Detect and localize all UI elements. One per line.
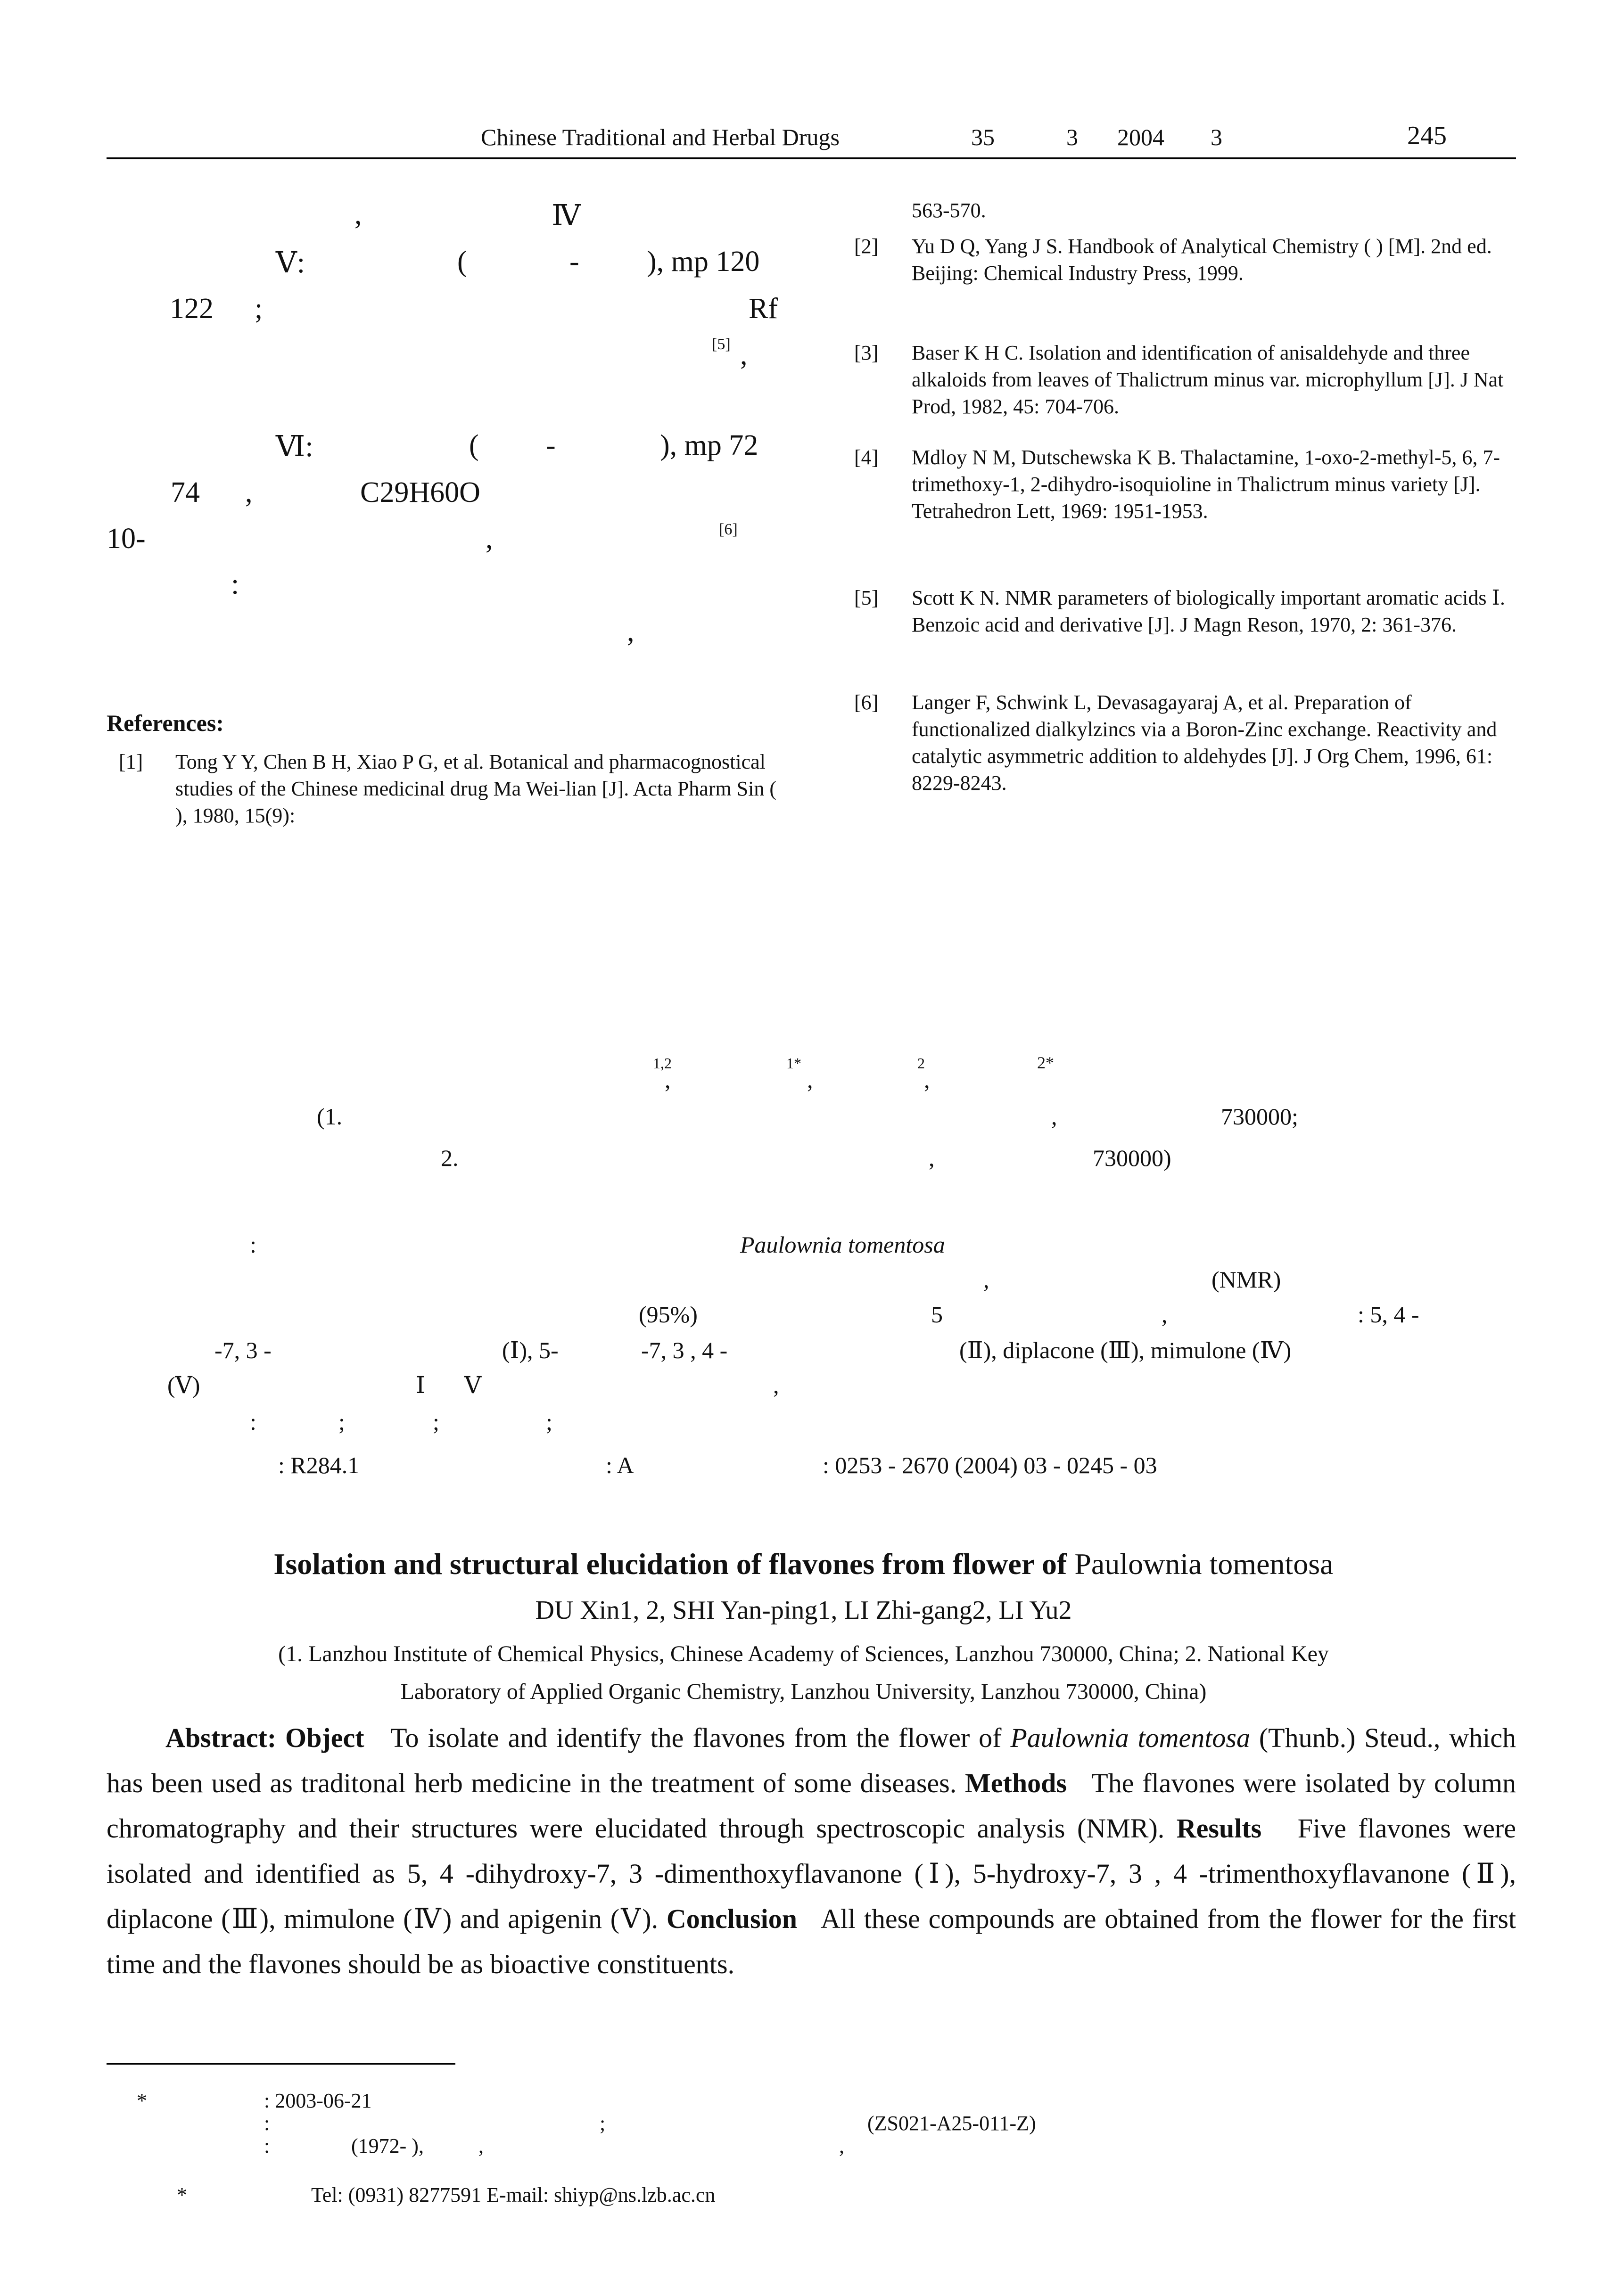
- reference-item: [854, 339, 1516, 424]
- abstract-label-colon: :: [250, 1231, 256, 1258]
- text-fragment: -: [569, 246, 579, 278]
- results-text: Five flavones were isolated and identified as 5, 4 -dihydroxy-7, 3 -dimenthoxyflavanone (Ⅰ), 5-hydroxy-7, 3 , 4 -trimenthoxyflavanone (Ⅱ), diplacone (Ⅲ), mimulone (Ⅳ) and apigenin (Ⅴ).: [107, 1813, 1516, 1934]
- object-species: Paulownia tomentosa: [1010, 1722, 1250, 1753]
- reference-number: [2]: [854, 235, 879, 258]
- affiliation-fragment: ,: [1051, 1103, 1057, 1130]
- text-fragment: :: [231, 568, 239, 600]
- reference-item: [854, 233, 1516, 318]
- conclusion-text: All these compounds are obtained from the flower for the first time and the flavones should be as bioactive constituents.: [107, 1903, 1516, 1979]
- object-text-2: (Thunb.) Steud., which has been used as traditonal herb medicine in the treatment of some diseases.: [107, 1722, 1516, 1798]
- footnote-rule: [107, 2063, 455, 2065]
- reference-item: [119, 748, 788, 861]
- text-fragment: (NMR): [1211, 1266, 1281, 1293]
- text-fragment: ,: [807, 1066, 813, 1093]
- text-fragment: ,: [1162, 1301, 1168, 1328]
- text-fragment: ,: [740, 339, 748, 371]
- reference-number: [1]: [119, 750, 143, 773]
- text-fragment: ,: [983, 1266, 989, 1293]
- reference-number: [5]: [854, 586, 879, 609]
- text-fragment: Ⅰ: [416, 1372, 425, 1398]
- text-fragment: (Ⅰ), 5-: [502, 1337, 559, 1363]
- text-fragment: 10-: [107, 523, 146, 555]
- author-superscript: 1,2: [653, 1055, 672, 1072]
- text-fragment: ;: [546, 1409, 552, 1435]
- formula: C29H60O: [360, 476, 480, 508]
- received-date: : 2003-06-21: [264, 2089, 372, 2112]
- text-fragment: ,: [627, 615, 635, 648]
- citation-mark: [6]: [719, 521, 738, 538]
- reference-text: Baser K H C. Isolation and identification of anisaldehyde and three alkaloids from leaves of Thalictrum minus var. microphyllum [J]. J Nat Prod, 1982, 45: 704-706.: [912, 341, 1504, 418]
- volume-number: 35: [971, 124, 995, 150]
- affiliation-fragment: 2.: [441, 1145, 459, 1171]
- object-text: To isolate and identify the flavones from the flower of: [390, 1722, 1002, 1753]
- page-number: 245: [1407, 121, 1447, 150]
- text-fragment: ,: [354, 198, 362, 230]
- bio-colon: :: [264, 2134, 270, 2157]
- reference-text: Tong Y Y, Chen B H, Xiao P G, et al. Botanical and pharmacognostical studies of the Chinese medicinal drug Ma Wei-lian [J]. Acta Pharm Sin ( ), 1980, 15(9):: [175, 750, 777, 827]
- affiliation-fragment: (1.: [317, 1103, 343, 1130]
- text-fragment: (Ⅱ), diplacone (Ⅲ), mimulone (Ⅳ): [959, 1337, 1292, 1363]
- methods-text: The flavones were isolated by column chromatography and their structures were elucidated through spectroscopic analysis (NMR).: [107, 1768, 1516, 1844]
- text-fragment: ,: [478, 2134, 484, 2157]
- reference-text: Mdloy N M, Dutschewska K B. Thalactamine, 1-oxo-2-methyl-5, 6, 7-trimethoxy-1, 2-dihydro-isoquioline in Thalictrum minus variety [J]. Tetrahedron Lett, 1969: 1951-1953.: [912, 446, 1500, 523]
- references-heading: References:: [107, 710, 224, 736]
- reference-text: Scott K N. NMR parameters of biologically important aromatic acids Ⅰ. Benzoic acid and derivative [J]. J Magn Reson, 1970, 2: 361-376.: [912, 586, 1505, 636]
- affiliation-fragment: ,: [929, 1145, 935, 1171]
- affiliation-fragment: 730000): [1093, 1145, 1171, 1171]
- text-fragment: (: [469, 429, 479, 461]
- text-fragment: ;: [433, 1409, 439, 1435]
- clc-number: : R284.1: [278, 1452, 360, 1478]
- abstract-label: Abstract:: [165, 1722, 277, 1753]
- text-fragment: ,: [773, 1372, 779, 1398]
- author-superscript: 2*: [1037, 1053, 1054, 1072]
- bio-year: (1972- ),: [351, 2134, 424, 2157]
- object-label: Object: [285, 1722, 364, 1753]
- english-abstract: [107, 1715, 1516, 1987]
- text-fragment: ,: [839, 2134, 844, 2157]
- reference-number: [6]: [854, 691, 879, 714]
- reference-number: [3]: [854, 341, 879, 364]
- reference-item: [854, 444, 1516, 557]
- results-label: Results: [1176, 1813, 1262, 1844]
- text-fragment: (: [457, 246, 467, 278]
- conclusion-label: Conclusion: [666, 1903, 798, 1934]
- text-fragment: -7, 3 -: [214, 1337, 272, 1363]
- author-superscript: 1*: [786, 1055, 801, 1072]
- text-fragment: Rf: [749, 293, 778, 325]
- text-fragment: 74: [171, 476, 200, 508]
- species-name: [740, 1231, 945, 1258]
- text-fragment: (95%): [639, 1301, 698, 1328]
- text-fragment: ,: [924, 1066, 930, 1093]
- reference-number: [4]: [854, 446, 879, 469]
- fund-separator: ;: [600, 2112, 606, 2135]
- english-title: [0, 1547, 1607, 1582]
- footnote-star: *: [137, 2089, 147, 2112]
- species-name-text: Paulownia tomentosa: [740, 1231, 945, 1258]
- text-fragment: Ⅵ:: [276, 431, 313, 463]
- reference-item: [854, 584, 1516, 669]
- citation-mark: [5]: [712, 336, 731, 353]
- methods-label: Methods: [965, 1768, 1067, 1798]
- text-fragment: 122: [170, 293, 214, 325]
- issue-number: 3: [1066, 124, 1078, 150]
- text-fragment: ,: [245, 476, 253, 508]
- fund-code: (ZS021-A25-011-Z): [867, 2112, 1036, 2135]
- journal-name: Chinese Traditional and Herbal Drugs: [481, 124, 840, 150]
- text-fragment: Ⅴ:: [276, 247, 305, 279]
- article-id: : 0253 - 2670 (2004) 03 - 0245 - 03: [823, 1452, 1157, 1478]
- document-code: : A: [606, 1452, 634, 1478]
- reference-text: Yu D Q, Yang J S. Handbook of Analytical Chemistry ( ) [M]. 2nd ed. Beijing: Chemical Industry Press, 1999.: [912, 235, 1492, 285]
- english-affiliation-line1: (1. Lanzhou Institute of Chemical Physics, Chinese Academy of Sciences, Lanzhou 730000, China; 2. National Key: [278, 1641, 1329, 1666]
- english-authors: DU Xin1, 2, SHI Yan-ping1, LI Zhi-gang2, LI Yu2: [535, 1596, 1072, 1625]
- english-title-species: Paulownia tomentosa: [1074, 1547, 1334, 1581]
- reference-item: [854, 689, 1516, 802]
- text-fragment: : 5, 4 -: [1358, 1301, 1419, 1328]
- year: 2004: [1117, 124, 1164, 150]
- text-fragment: 5: [931, 1301, 943, 1328]
- text-fragment: Ⅴ: [464, 1372, 482, 1398]
- text-fragment: (Ⅴ): [167, 1372, 200, 1398]
- text-fragment: -: [546, 429, 556, 461]
- keywords-colon: :: [250, 1409, 256, 1435]
- contact-info: Tel: (0931) 8277591 E-mail: shiyp@ns.lzb.ac.cn: [311, 2183, 716, 2206]
- affiliation-fragment: 730000;: [1221, 1103, 1298, 1130]
- reference-text: Langer F, Schwink L, Devasagayaraj A, et al. Preparation of functionalized dialkylzincs via a Boron-Zinc exchange. Reactivity and catalytic asymmetric addition to aldehydes [J]. J Org Chem, 1996, 61: 8229-8243.: [912, 691, 1497, 795]
- english-affiliation-line2: Laboratory of Applied Organic Chemistry, Lanzhou University, Lanzhou 730000, China): [400, 1679, 1207, 1704]
- reference-text: 563-570.: [912, 199, 986, 222]
- text-fragment: ), mp 120: [647, 246, 760, 278]
- reference-item: [854, 197, 1516, 225]
- month: 3: [1211, 124, 1222, 150]
- text-fragment: ;: [338, 1409, 345, 1435]
- header-rule: [107, 157, 1516, 159]
- text-fragment: Ⅳ: [552, 200, 581, 232]
- text-fragment: ,: [665, 1066, 671, 1093]
- text-fragment: -7, 3 , 4 -: [641, 1337, 728, 1363]
- fund-colon: :: [264, 2112, 270, 2135]
- footnote-star: *: [177, 2183, 187, 2206]
- author-superscript: 2: [917, 1055, 925, 1072]
- text-fragment: ), mp 72: [660, 429, 758, 461]
- english-title-bold: Isolation and structural elucidation of flavones from flower of: [273, 1547, 1067, 1581]
- text-fragment: ,: [486, 523, 493, 555]
- text-fragment: ;: [255, 293, 263, 325]
